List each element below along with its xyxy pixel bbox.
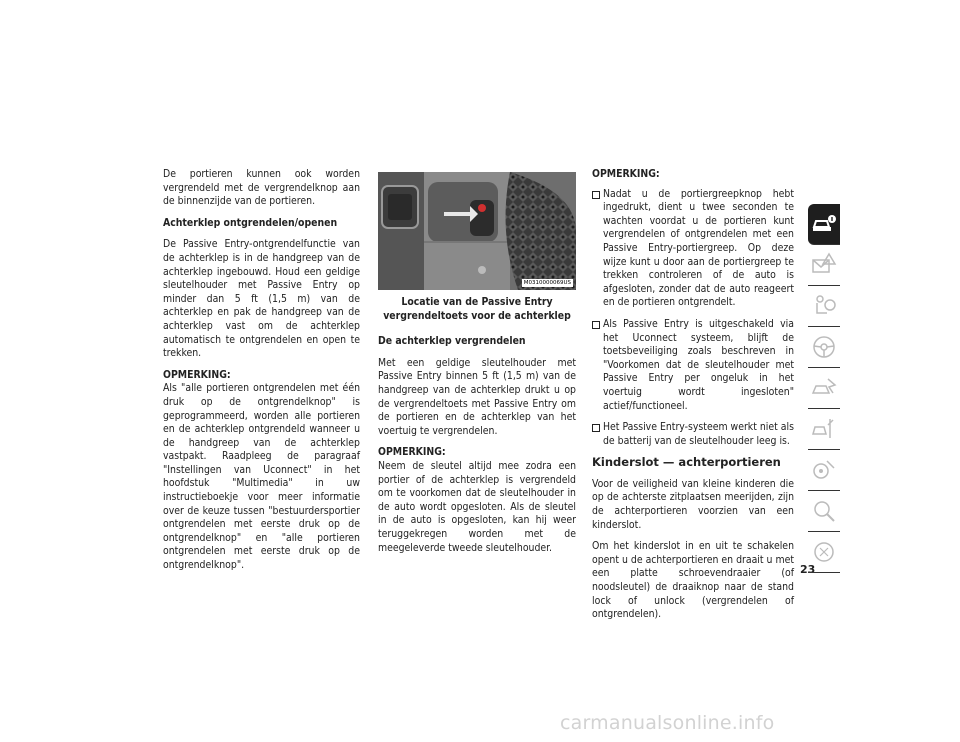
car-service-icon <box>811 416 837 442</box>
paragraph: Om het kinderslot in en uit te schakelen opent u de achterportieren en draait u met een platte schroevendraaier (of noodsleutel) de draaiknop naar de stand lock of unlock (vergrendelen of ontgrendelen). <box>592 540 794 621</box>
tab-multimedia[interactable] <box>808 532 840 573</box>
tailgate-handle-photo <box>378 172 576 290</box>
multimedia-icon <box>811 539 837 565</box>
column-left <box>163 168 360 581</box>
section-title-child-lock: Kinderslot — achterportieren <box>592 455 781 470</box>
bullet-box-icon <box>592 191 600 199</box>
page-number: 23 <box>800 563 816 576</box>
watermark: carmanualsonline.info <box>560 712 775 734</box>
column-right <box>592 168 794 630</box>
paragraph: Voor de veiligheid van kleine kinderen die op de achterste zitplaatsen meerijden, zijn de achterportieren voorzien van een kinderslot. <box>592 477 794 531</box>
image-code: M0310000069US <box>523 280 571 286</box>
heading-tailgate-unlock: Achterklep ontgrendelen/openen <box>163 216 338 229</box>
tab-service[interactable] <box>808 409 840 450</box>
tab-driving[interactable] <box>808 327 840 368</box>
steering-wheel-icon <box>811 334 837 360</box>
tab-car-info[interactable] <box>808 204 840 245</box>
note-text: Als "alle portieren ontgrendelen met één druk op de ontgrendelknop" is geprogrammeerd, worden alle portieren en de achterklep ontgrendeld wanneer u de handgreep van de achterklep vastpakt. Raadpleeg de paragraaf "Instellingen van Uconnect" in het hoofdstuk "Multimedia" in uw instructieboekje voor meer informatie over de keuze tussen "bestuurdersportier ontgrendelen met eerste druk op de ontgrendelknop" en "alle portieren ontgrendelen met eerste druk op de ontgrendelknop". <box>163 382 360 572</box>
tab-safety[interactable] <box>808 286 840 327</box>
bullet-item: Als Passive Entry is uitgeschakeld via het Uconnect systeem, blijft de toetsbeveiliging zoals beschreven in "Voorkomen dat de sleutelhouder met Passive Entry per ongeluk in het voertuig wordt ingesloten" actief/functioneel. <box>592 318 794 413</box>
heading-tailgate-lock: De achterklep vergrendelen <box>378 335 526 348</box>
warning-message-icon <box>811 252 837 278</box>
tab-emergency[interactable] <box>808 368 840 409</box>
airbag-seat-icon <box>811 293 837 319</box>
paragraph: De Passive Entry-ontgrendelfunctie van de achterklep is in de handgreep van de achterklep ingebouwd. Houd een geldige sleutelhouder met Passive Entry op minder dan 5 ft (1,5 m) van de achterklep en pak de handgreep van de achterklep vast om de achterklep automatisch te ontgrendelen en open te trekken. <box>163 238 360 360</box>
specs-icon <box>811 457 837 483</box>
column-middle <box>378 172 576 563</box>
paragraph: De portieren kunnen ook worden vergrendeld met de vergrendelknop aan de binnenzijde van de portieren. <box>163 168 360 208</box>
bullet-item: Nadat u de portiergreepknop hebt ingedrukt, dient u twee seconden te wachten voordat u de portieren kunt vergrendelen of ontgrendelen met een Passive Entry-portiergreep. Op deze wijze kunt u door aan de portiergreep te trekken controleren of de auto is afgesloten, zonder dat de auto reageert en de portieren ontgrendelt. <box>592 188 794 310</box>
note-heading: OPMERKING: <box>592 168 660 180</box>
tab-warnings[interactable] <box>808 245 840 286</box>
paragraph: Met een geldige sleutelhouder met Passive Entry binnen 5 ft (1,5 m) van de handgreep van de achterklep drukt u op de vergrendeltoets met Passive Entry om de portieren en de achterklep van het voertuig te vergrendelen. <box>378 356 576 437</box>
bullet-item: Het Passive Entry-systeem werkt niet als de batterij van de sleutelhouder leeg is. <box>592 421 794 448</box>
chapter-tabs <box>808 204 842 573</box>
note-heading: OPMERKING: <box>163 368 231 381</box>
note-heading: OPMERKING: <box>378 446 446 459</box>
bullet-box-icon <box>592 424 600 432</box>
tab-specs[interactable] <box>808 450 840 491</box>
image-caption: Locatie van de Passive Entry vergrendeltoets voor de achterklep <box>383 296 571 322</box>
bullet-box-icon <box>592 321 600 329</box>
tab-index[interactable] <box>808 491 840 532</box>
search-icon <box>811 498 837 524</box>
note-text: Neem de sleutel altijd mee zodra een portier of de achterklep is vergrendeld om te voorkomen dat de sleutelhouder in de auto wordt opgesloten. Als de sleutel in de auto is opgesloten, kan hij weer teruggekregen worden met de meegeleverde tweede sleutelhouder. <box>378 459 576 554</box>
car-info-icon <box>811 211 837 237</box>
collision-icon <box>811 375 837 401</box>
